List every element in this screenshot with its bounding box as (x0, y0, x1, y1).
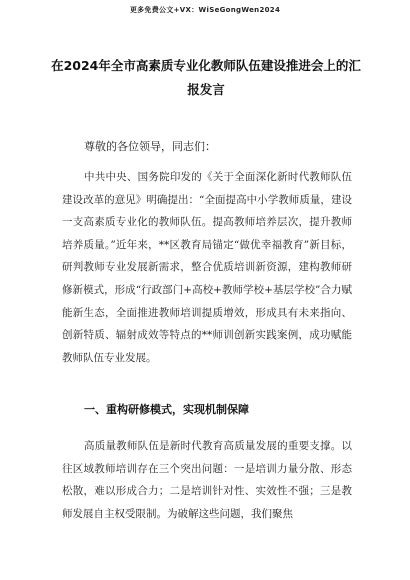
body-paragraph: 高质量教师队伍是新时代教育高质量发展的重要支撑。以往区域教师培训存在三个突出问题：一是培训力量分散、形态松散，难以形成合力；二是培训针对性、实效性不强；三是教师发展自主权受限制。为破解这些问题，我们聚焦 (62, 440, 352, 520)
body-paragraph: 中共中央、国务院印发的《关于全面深化新时代教师队伍建设改革的意见》明确提出：“全面提高中小学教师质量，建设一支高素质专业化的教师队伍。提高教师培养层次，提升教师培养质量。”近年来，**区教育局锚定“做优幸福教育”新目标，研判教师专业发展新需求，整合优质培训新资源，建构教师研修新模式，形成“行政部门+高校+教师学校+基层学校”合力赋能新生态，全面推进教师培训提质增效，形成具有未来指向、创新特质、辐射成效等特点的**师训创新实践案例，成功赋能教师队伍专业发展。 (62, 171, 352, 364)
document-title: 在2024年全市高素质专业化教师队伍建设推进会上的汇报发言 (51, 58, 361, 97)
section-heading: 一、重构研修模式，实现机制保障 (84, 403, 249, 416)
salutation: 尊敬的各位领导，同志们： (84, 140, 216, 153)
header-note: 更多免费公文+VX：WiSeGongWen2024 (129, 6, 281, 14)
